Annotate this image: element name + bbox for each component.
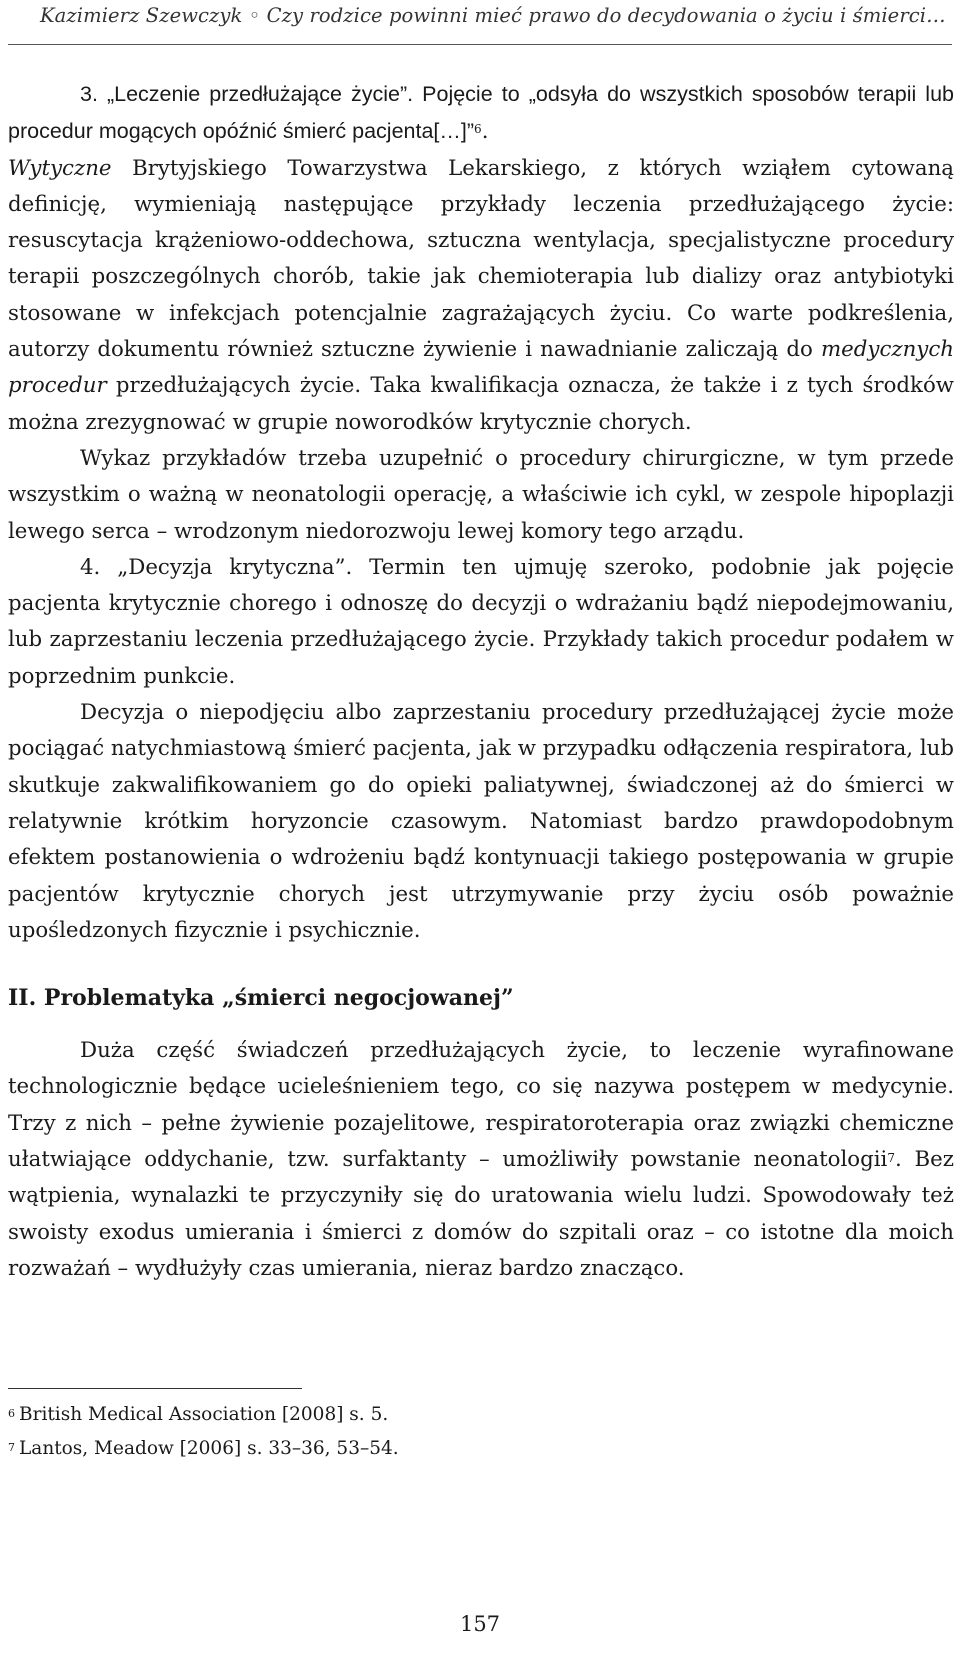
paragraph-section-4: 4. „Decyzja krytyczna”. Termin ten ujmuję szeroko, podobnie jak pojęcie pacjenta krytycznie chorego i odnoszę do decyzji o wdrażaniu bądź niepodejmowaniu, lub zaprzestaniu leczenia przedłużającego życie. Przykłady takich procedur podałem w poprzednim punkcie.	[8, 554, 954, 689]
paragraph-procedures: Wykaz przykładów trzeba uzupełnić o procedury chirurgiczne, w tym przede wszystkim o ważną w neonatologii operację, a właściwie ich cykl, w zespole hipoplazji lewego serca – wrodzonym niedorozwoju lewej komory tego arządu.	[8, 445, 954, 544]
footnote-7-number: 7	[8, 1441, 15, 1454]
page-number: 157	[459, 1612, 501, 1636]
running-header	[8, 0, 952, 45]
paragraph-section-ii	[8, 1033, 954, 1287]
section-ii-heading: II. Problematyka „śmierci negocjowanej”	[8, 985, 514, 1012]
page-body	[8, 76, 954, 1287]
footnote-6	[8, 1398, 399, 1432]
section-3-text-2: przedłużających życie. Taka kwalifikacja oznacza, że także i z tych środków można zrezygnować w grupie noworodków krytycznie chorych.	[8, 373, 954, 435]
section-3-text-1: Brytyjskiego Towarzystwa Lekarskiego, z których wziąłem cytowaną definicję, wymieniają następujące przykłady leczenia przedłużającego życie: resuscytacja krążeniowo-oddechowa, sztuczna wentylacja, specjalistyczne procedury terapii poszczególnych chorób, takie jak chemioterapia lub dializy oraz antybiotyki stosowane w infekcjach potencjalnie zagrażających życiu. Co warte podkreślenia, autorzy dokumentu również sztuczne żywienie i nawadnianie zaliczają do	[8, 155, 954, 363]
footnotes	[8, 1398, 399, 1466]
section-ii-text-end: . Bez wątpienia, wynalazki te przyczyniły się do uratowania wielu ludzi. Spowodowały też swoisty exodus umierania i śmierci z domów do szpitali oraz – co istotne dla moich rozważań – wydłużyły czas umierania, nieraz bardzo znacząco.	[8, 1147, 954, 1281]
footnote-6-number: 6	[8, 1407, 15, 1420]
paragraph-section-3	[8, 76, 954, 441]
footnote-ref-6[interactable]: 6	[474, 122, 482, 137]
footnote-7-text: Lantos, Meadow [2006] s. 33–36, 53–54.	[19, 1438, 399, 1459]
paragraph-decision: Decyzja o niepodjęciu albo zaprzestaniu procedury przedłużającej życie może pociągać natychmiastową śmierć pacjenta, jak w przypadku odłączenia respiratora, lub skutkuje zakwalifikowaniem go do opieki paliatywnej, świadczonej aż do śmierci w relatywnie krótkim horyzoncie czasowym. Natomiast bardzo prawdopodobnym efektem postanowienia o wdrożeniu bądź kontynuacji takiego postępowania w grupie pacjentów krytycznie chorych jest utrzymywanie przy życiu osób poważnie upośledzonych fizycznie i psychicznie.	[8, 700, 954, 943]
medycznych-procedur-italic: medycznych procedur	[8, 337, 954, 399]
footnote-7	[8, 1432, 399, 1466]
footnote-separator	[8, 1388, 302, 1389]
section-ii-heading-block	[8, 985, 954, 1011]
footnote-6-text: British Medical Association [2008] s. 5.	[19, 1404, 389, 1425]
section-3-intro: 3. „Leczenie przedłużające życie”. Pojęcie to „odsyła do wszystkich sposobów terapii lub procedur mogących opóźnić śmierć pacjenta[…]”	[8, 82, 954, 144]
section-ii-text-start: Duża część świadczeń przedłużających życie, to leczenie wyrafinowane technologicznie będące ucieleśnieniem tego, co się nazywa postępem w medycynie. Trzy z nich – pełne żywienie pozajelitowe, respiratoroterapia oraz związki chemiczne ułatwiające oddychanie, tzw. surfaktanty – umożliwiły powstanie neonatologii	[8, 1038, 954, 1173]
running-head-text: Kazimierz Szewczyk ◦ Czy rodzice powinni mieć prawo do decydowania o życiu i śmierci…	[40, 4, 946, 27]
wytyczne-italic: Wytyczne	[8, 155, 112, 181]
footnote-ref-7[interactable]: 7	[887, 1151, 895, 1166]
intro-end: .	[481, 119, 489, 145]
